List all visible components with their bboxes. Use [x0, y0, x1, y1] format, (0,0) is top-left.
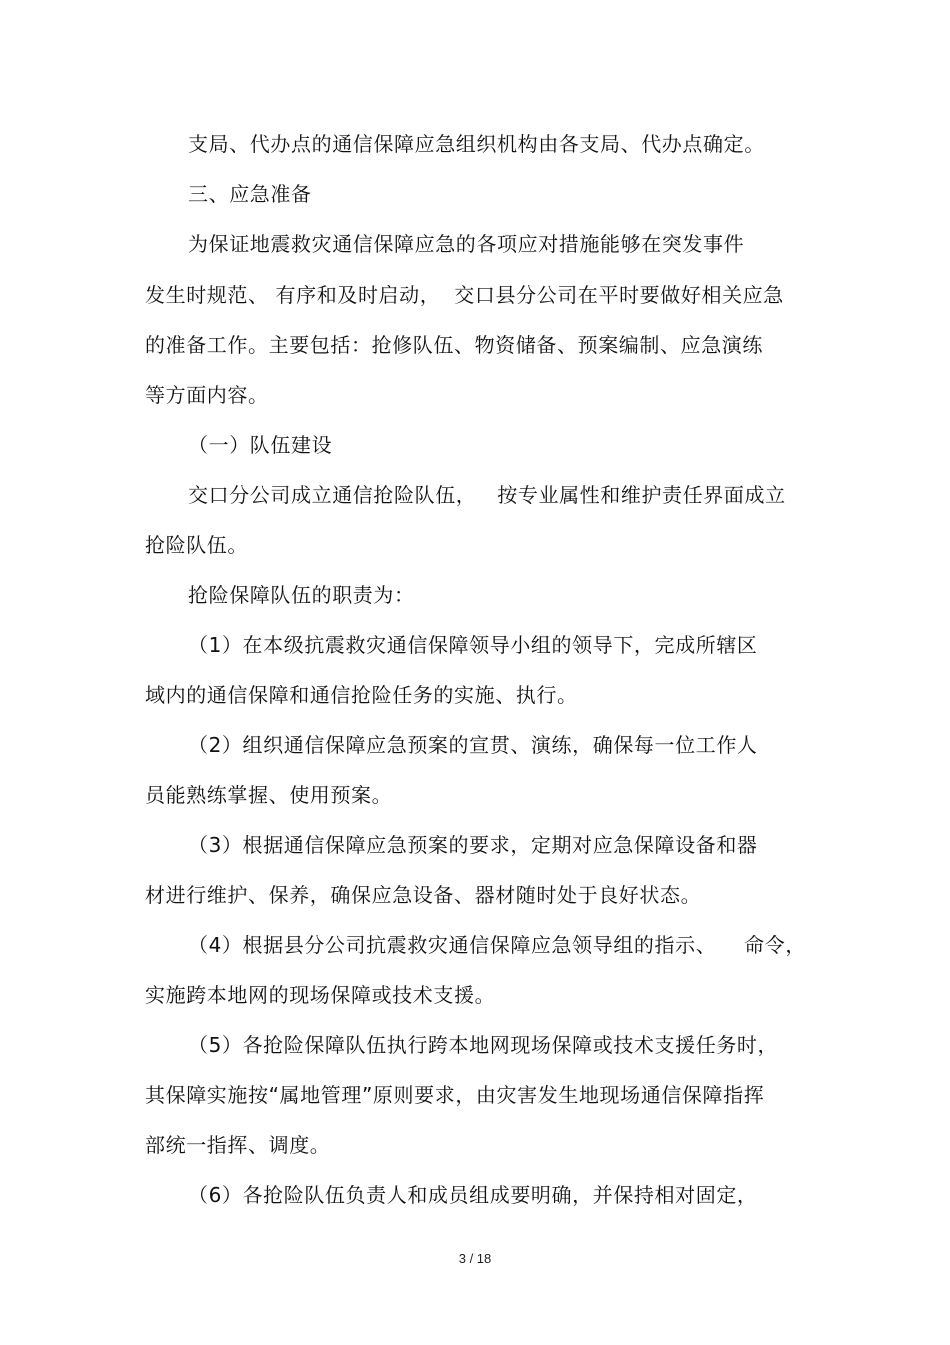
paragraph-line: 抢险队伍。 — [145, 533, 248, 557]
list-item-line: （4）根据县分公司抗震救灾通信保障应急领导组的指示、 命令， — [188, 933, 806, 957]
paragraph-line: 为保证地震救灾通信保障应急的各项应对措施能够在突发事件 — [188, 232, 745, 256]
list-item-line: 域内的通信保障和通信抢险任务的实施、执行。 — [145, 683, 578, 707]
paragraph-line: 交口分公司成立通信抢险队伍， 按专业属性和维护责任界面成立 — [188, 483, 786, 507]
list-item-line: 实施跨本地网的现场保障或技术支援。 — [145, 983, 496, 1007]
list-item-line: （6）各抢险队伍负责人和成员组成要明确，并保持相对固定， — [188, 1183, 758, 1207]
paragraph-line: 等方面内容。 — [145, 383, 269, 407]
page-number: 3 / 18 — [458, 1251, 492, 1266]
list-item-line: 员能熟练掌握、使用预案。 — [145, 783, 393, 807]
list-item-line: （1）在本级抗震救灾通信保障领导小组的领导下，完成所辖区 — [188, 633, 758, 657]
list-item-line: （5）各抢险保障队伍执行跨本地网现场保障或技术支援任务时， — [188, 1033, 779, 1057]
list-item-line: 材进行维护、保养，确保应急设备、器材随时处于良好状态。 — [145, 883, 702, 907]
list-item-line: 其保障实施按“属地管理”原则要求，由灾害发生地现场通信保障指挥 — [145, 1083, 765, 1107]
list-item-line: （3）根据通信保障应急预案的要求，定期对应急保障设备和器 — [188, 833, 758, 857]
paragraph-line: 抢险保障队伍的职责为： — [188, 583, 415, 607]
paragraph-line: 的准备工作。主要包括：抢修队伍、物资储备、预案编制、应急演练 — [145, 333, 763, 357]
list-item-line: 部统一指挥、调度。 — [145, 1133, 331, 1157]
list-item-line: （2）组织通信保障应急预案的宣贯、演练，确保每一位工作人 — [188, 733, 758, 757]
section-heading: 三、应急准备 — [188, 182, 312, 206]
paragraph-line: 支局、代办点的通信保障应急组织机构由各支局、代办点确定。 — [188, 132, 765, 156]
paragraph-line: 发生时规范、 有序和及时启动， 交口县分公司在平时要做好相关应急 — [145, 283, 784, 307]
subsection-heading: （一）队伍建设 — [188, 433, 333, 457]
